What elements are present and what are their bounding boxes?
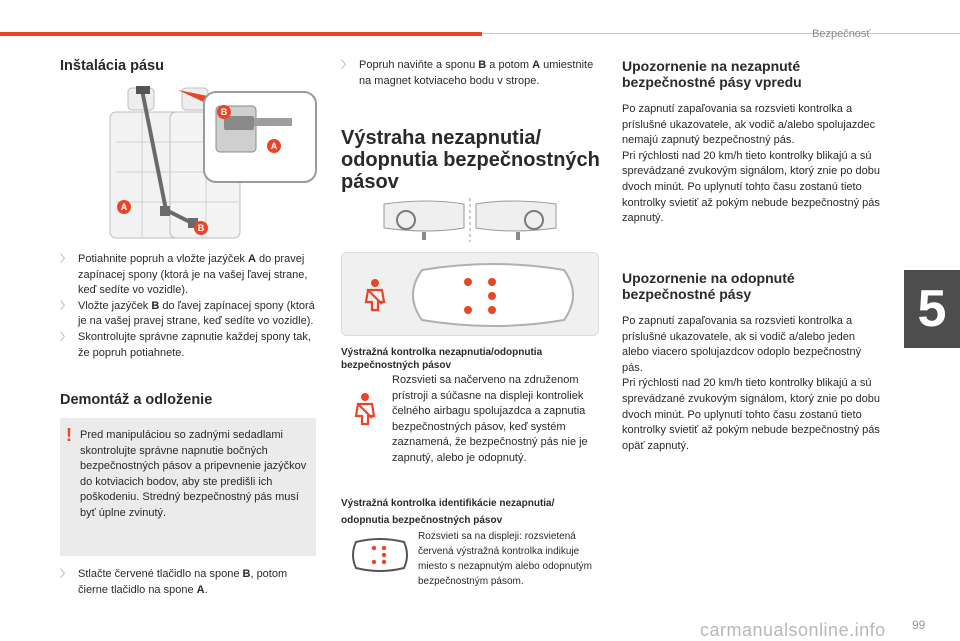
header-rule [482,33,960,34]
list-item: 〉 Vložte jazýček B do ľavej zapínacej spony (ktorá je na vašej pravej strane, keď sedíte vo vozidle). [60,299,315,328]
chapter-number: 5 [917,280,947,338]
page-number: 99 [912,618,926,632]
heading-installation: Inštalácia pásu [60,58,164,74]
header-accent-bar [0,32,482,36]
label-b-top: B [220,107,228,117]
stow-step [341,58,601,89]
watermark: carmanualsonline.info [700,620,886,640]
list-item: 〉 Potiahnite popruh a vložte jazýček A do pravej zapínacej spony (ktorá je na vašej ľavej strane, keď sedíte vo vozidle). [60,253,308,297]
lamp2-text: Rozsvieti sa na displeji: rozsvietená červená výstražná kontrolka indikuje miesto s nezapnutým alebo odopnutým bezpečnostným pásom. [418,531,592,587]
label-a-top: A [270,141,278,151]
list-item: 〉 Stlačte červené tlačidlo na spone B, potom čierne tlačidlo na spone A. [60,568,288,596]
bullet-marker-icon: 〉 [60,569,70,580]
bullet-marker-icon: 〉 [60,254,70,265]
car-seat-map-icon [404,262,584,328]
lamp1-heading: Výstražná kontrolka nezapnutia/odopnutia bezpečnostných pásov [341,347,543,371]
label-a-bottom: A [120,202,128,212]
chapter-tab [904,270,960,348]
warning-text: Pred manipuláciou so zadnými sedadlami skontrolujte správne napnutie bočných bezpečnostných pásov a pripevnenie jazýčkov do kotviacich bodov, aby ste predišli ich poškodeniu. Stredný bezpečnostný pás musí byť úplne zvinutý. [80,429,307,519]
heading-removal: Demontáž a odloženie [60,392,213,408]
header-title: Bezpečnosť [812,28,871,40]
title-unfastened: Upozornenie na odopnuté bezpečnostné pásy [622,270,795,302]
lamp2-heading: Výstražná kontrolka identifikácie nezapnutia/ odopnutia bezpečnostných pásov [341,498,555,526]
list-item: 〉 Popruh naviňte a sponu B a potom A umiestnite na magnet kotviaceho bodu v strope. [341,59,594,87]
seatbelt-warning-icon [352,392,378,426]
bullet-marker-icon: 〉 [60,331,70,343]
title-front-unfastened: Upozornenie na nezapnuté bezpečnostné pásy vpredu [622,58,802,90]
text-front-unfastened: Po zapnutí zapaľovania sa rozsvieti kontrolka a príslušné ukazovatele, ak vodič a/alebo spolujazdec nemajú zapnutý bezpečnostný pás. Pri rýchlosti nad 20 km/h tieto kontrolky blikajú a sú sprevádzané zvukovým signálom, ktorý znie po dobu dvoch minút. Po uplynutí tohto času zostanú tieto kontrolky svietiť až pokým nebude bezpečnostný pás zapnutý. [622,103,881,225]
removal-step [60,567,316,598]
install-steps [60,252,316,361]
mirror-figure [380,198,560,244]
seatbelt-warning-icon [362,278,388,312]
car-seat-map-icon [350,538,410,572]
bullet-marker-icon: 〉 [341,60,351,71]
lamp1-text: Rozsvieti sa načerveno na združenom prístroji a súčasne na displeji kontroliek čelného airbagu spolujazdca a zapnutia bezpečnostných pásov, keď systém zaznamená, že bezpečnostný pás nie je zapnutý, alebo je odopnutý. [392,374,588,464]
text-unfastened: Po zapnutí zapaľovania sa rozsvieti kontrolka a príslušné ukazovatele, ak si vodič a/alebo jeden alebo viacero spolujazdcov odoplo bezpečnostný pás. Pri rýchlosti nad 20 km/h tieto kontrolky blikajú a sú sprevádzané zvukovým signálom, ktorý znie po dobu dvoch minút. Po uplynutí tohto času zostanú tieto kontrolky svietiť až pokým nebude bezpečnostný pás opäť zapnutý. [622,315,881,452]
bullet-marker-icon: 〉 [60,300,70,312]
section-title-warning: Výstraha nezapnutia/ odopnutia bezpečnostných pásov [341,127,600,193]
list-item: 〉 Skontrolujte správne zapnutie každej spony tak, že popruh potiahnete. [60,330,311,359]
seatbelt-figure [108,82,320,242]
label-b-bottom: B [197,223,205,233]
warning-exclamation-icon: ! [66,425,72,445]
